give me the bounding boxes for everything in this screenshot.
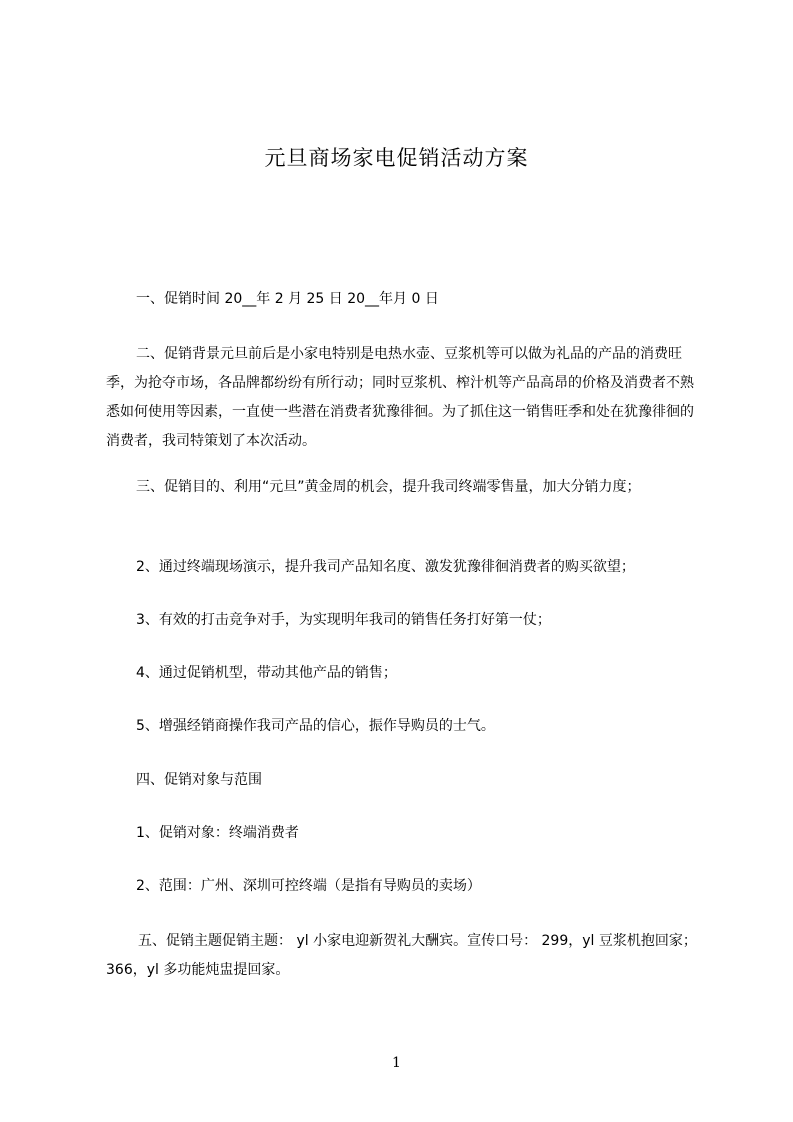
paragraph-target-scope: 2、范围：广州、深圳可控终端（是指有导购员的卖场） <box>136 878 481 894</box>
paragraph-promotion-theme: 五、促销主题促销主题： yl 小家电迎新贺礼大酬宾。宣传口号： 299，yl 豆浆机抱回家；366，yl 多功能炖盅提回家。 <box>106 933 697 978</box>
paragraph-purpose-2: 2、通过终端现场演示，提升我司产品知名度、激发犹豫徘徊消费者的购买欲望； <box>136 559 635 575</box>
page-number: 1 <box>392 1055 401 1071</box>
paragraph-promotion-background: 二、促销背景元旦前后是小家电特别是电热水壶、豆浆机等可以做为礼品的产品的消费旺季，为抢夺市场，各品牌都纷纷有所行动；同时豆浆机、榨汁机等产品高昂的价格及消费者不熟悉如何使用等因素，一直使一些潜在消费者犹豫徘徊。为了抓住这一销售旺季和处在犹豫徘徊的消费者，我司特策划了本次活动。 <box>106 346 694 449</box>
paragraph-promotion-purpose: 三、促销目的、利用“元旦”黄金周的机会，提升我司终端零售量，加大分销力度； <box>136 479 641 495</box>
paragraph-purpose-3: 3、有效的打击竞争对手，为实现明年我司的销售任务打好第一仗； <box>136 612 551 628</box>
paragraph-purpose-4: 4、通过促销机型，带动其他产品的销售； <box>136 665 397 681</box>
paragraph-target-heading: 四、促销对象与范围 <box>136 772 262 788</box>
paragraph-target-audience: 1、促销对象：终端消费者 <box>136 825 299 841</box>
document-title: 元旦商场家电促销活动方案 <box>264 146 529 170</box>
paragraph-promotion-time: 一、促销时间 20__年 2 月 25 日 20__年月 0 日 <box>136 291 439 307</box>
paragraph-purpose-5: 5、增强经销商操作我司产品的信心，振作导购员的士气。 <box>136 718 495 734</box>
